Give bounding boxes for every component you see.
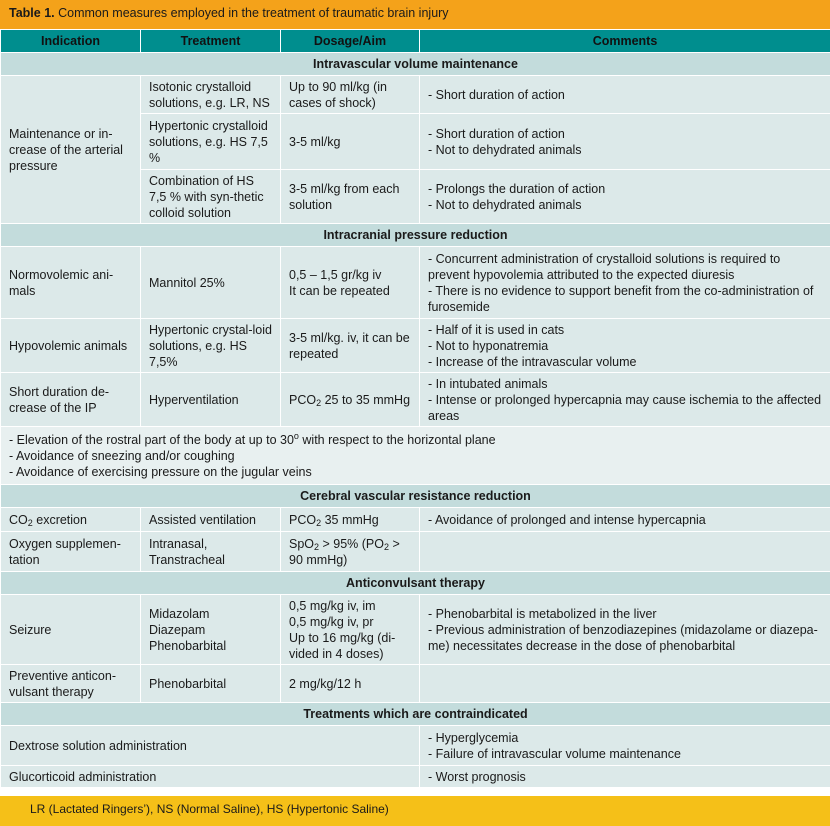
comment-line: - Hyperglycemia xyxy=(428,730,519,745)
note-line: - Avoidance of exercising pressure on the jugular veins xyxy=(9,464,312,479)
comments-cell xyxy=(420,595,830,665)
dosage-cell xyxy=(281,247,420,319)
dosage-line: 0,5 – 1,5 gr/kg iv xyxy=(289,267,382,282)
table-label: Table 1. xyxy=(9,6,55,20)
treatment-line: Transtracheal xyxy=(149,552,225,567)
treatment-cell: Isotonic crystalloid solutions, e.g. LR, NS xyxy=(141,76,281,114)
comment-line: - Not to dehydrated animals xyxy=(428,197,582,212)
treatment-cell: Hyperventilation xyxy=(141,373,281,427)
comment-line: - Concurrent administration of crystalloid solutions is required to prevent hypovolemia attributed to the expected diuresis xyxy=(428,251,781,282)
abbreviations-footer: LR (Lactated Ringers’), NS (Normal Saline), HS (Hypertonic Saline) xyxy=(0,796,830,826)
section-heading: Intracranial pressure reduction xyxy=(1,224,830,247)
section-heading: Treatments which are contraindicated xyxy=(1,703,830,726)
icp-notes-cell xyxy=(1,427,830,485)
note-text: with respect to the horizontal plane xyxy=(298,432,496,447)
indication-cell: Hypovolemic animals xyxy=(1,319,141,373)
dosage-cell: 3-5 ml/kg. iv, it can be repeated xyxy=(281,319,420,373)
subscript: 2 xyxy=(314,541,320,552)
note-text: - Elevation of the rostral part of the body at up to 30 xyxy=(9,432,294,447)
comment-line: - Phenobarbital is metabolized in the liver xyxy=(428,606,657,621)
subscript: 2 xyxy=(27,517,33,528)
dosage-text: 35 mmHg xyxy=(321,512,379,527)
comments-cell xyxy=(420,114,830,170)
treatment-cell: Mannitol 25% xyxy=(141,247,281,319)
dosage-cell: 2 mg/kg/12 h xyxy=(281,665,420,703)
comment-line: - Worst prognosis xyxy=(428,769,526,784)
dosage-line: 0,5 mg/kg iv, pr xyxy=(289,614,374,629)
dosage-cell: 3-5 ml/kg from each solution xyxy=(281,170,420,224)
section-heading: Cerebral vascular resistance reduction xyxy=(1,485,830,508)
comments-cell xyxy=(420,170,830,224)
comments-cell xyxy=(420,319,830,373)
subscript: 2 xyxy=(384,541,390,552)
treatment-line: Midazolam xyxy=(149,606,210,621)
table-title xyxy=(0,0,830,29)
treatment-cell xyxy=(141,532,281,572)
comments-cell xyxy=(420,373,830,427)
dosage-cell xyxy=(281,508,420,532)
comment-line: - In intubated animals xyxy=(428,376,548,391)
comment-line: - There is no evidence to support benefit from the co-administration of furosemide xyxy=(428,283,814,314)
indication-cell: Preventive anticon-vulsant therapy xyxy=(1,665,141,703)
section-heading: Intravascular volume maintenance xyxy=(1,53,830,76)
degree-mark: o xyxy=(293,430,299,441)
comments-cell xyxy=(420,247,830,319)
indication-cell xyxy=(1,508,141,532)
header-indication: Indication xyxy=(1,30,141,53)
dosage-text: > 90 mmHg) xyxy=(289,536,400,567)
dosage-text: PCO xyxy=(289,512,317,527)
header-treatment: Treatment xyxy=(141,30,281,53)
section-heading: Anticonvulsant therapy xyxy=(1,572,830,595)
comments-cell xyxy=(420,532,830,572)
treatment-cell xyxy=(141,595,281,665)
treatment-line: Intranasal, xyxy=(149,536,208,551)
indication-cell: Normovolemic ani-mals xyxy=(1,247,141,319)
dosage-cell: 3-5 ml/kg xyxy=(281,114,420,170)
comment-line: - Not to hyponatremia xyxy=(428,338,549,353)
dosage-cell xyxy=(281,532,420,572)
note-line xyxy=(9,432,822,448)
comment-line: - Not to dehydrated animals xyxy=(428,142,582,157)
comments-cell: - Avoidance of prolonged and intense hypercapnia xyxy=(420,508,830,532)
treatment-line: Diazepam xyxy=(149,622,206,637)
indication-cell: Short duration de-crease of the IP xyxy=(1,373,141,427)
subscript: 2 xyxy=(316,517,322,528)
comments-cell xyxy=(420,665,830,703)
header-comments: Comments xyxy=(420,30,830,53)
comment-line: - Short duration of action xyxy=(428,126,565,141)
comment-line: - Half of it is used in cats xyxy=(428,322,565,337)
dosage-cell: Up to 90 ml/kg (in cases of shock) xyxy=(281,76,420,114)
dosage-cell xyxy=(281,595,420,665)
treatment-line: Phenobarbital xyxy=(149,638,227,653)
comment-line: - Prolongs the duration of action xyxy=(428,181,606,196)
dosage-text: > 95% (PO xyxy=(319,536,384,551)
dosage-text: 25 to 35 mmHg xyxy=(321,392,411,407)
dosage-text: SpO xyxy=(289,536,315,551)
treatment-cell: Phenobarbital xyxy=(141,665,281,703)
dosage-line: Up to 16 mg/kg (di-vided in 4 doses) xyxy=(289,630,396,661)
subscript: 2 xyxy=(316,397,322,408)
contraindication-cell: Glucorticoid administration xyxy=(1,766,420,788)
treatment-cell: Hypertonic crystalloid solutions, e.g. HS 7,5 % xyxy=(141,114,281,170)
dosage-text: PCO xyxy=(289,392,317,407)
header-dosage: Dosage/Aim xyxy=(281,30,420,53)
treatment-cell: Hypertonic crystal-loid solutions, e.g. HS 7,5% xyxy=(141,319,281,373)
table-caption: Common measures employed in the treatment of traumatic brain injury xyxy=(58,6,449,20)
indication-cell: Oxygen supplemen-tation xyxy=(1,532,141,572)
indication-cell: Seizure xyxy=(1,595,141,665)
comment-line: - Previous administration of benzodiazepines (midazolame or diazepa-me) necessitates decrease in the dose of phenobarbital xyxy=(428,622,818,653)
note-line: - Avoidance of sneezing and/or coughing xyxy=(9,448,235,463)
dosage-line: It can be repeated xyxy=(289,283,390,298)
treatment-cell: Combination of HS 7,5 % with syn-thetic colloid solution xyxy=(141,170,281,224)
comments-cell xyxy=(420,726,830,766)
comment-line: - Intense or prolonged hypercapnia may cause ischemia to the affected areas xyxy=(428,392,822,423)
comments-cell xyxy=(420,766,830,788)
treatment-cell: Assisted ventilation xyxy=(141,508,281,532)
comment-line: - Short duration of action xyxy=(428,87,565,102)
indication-text: excretion xyxy=(32,512,87,527)
dosage-line: 0,5 mg/kg iv, im xyxy=(289,598,376,613)
comment-line: - Failure of intravascular volume maintenance xyxy=(428,746,681,761)
indication-text: CO xyxy=(9,512,28,527)
comments-cell xyxy=(420,76,830,114)
treatment-table xyxy=(0,29,830,788)
contraindication-cell: Dextrose solution administration xyxy=(1,726,420,766)
dosage-cell xyxy=(281,373,420,427)
comment-line: - Increase of the intravascular volume xyxy=(428,354,637,369)
indication-cell: Maintenance or in-crease of the arterial pressure xyxy=(1,76,141,224)
